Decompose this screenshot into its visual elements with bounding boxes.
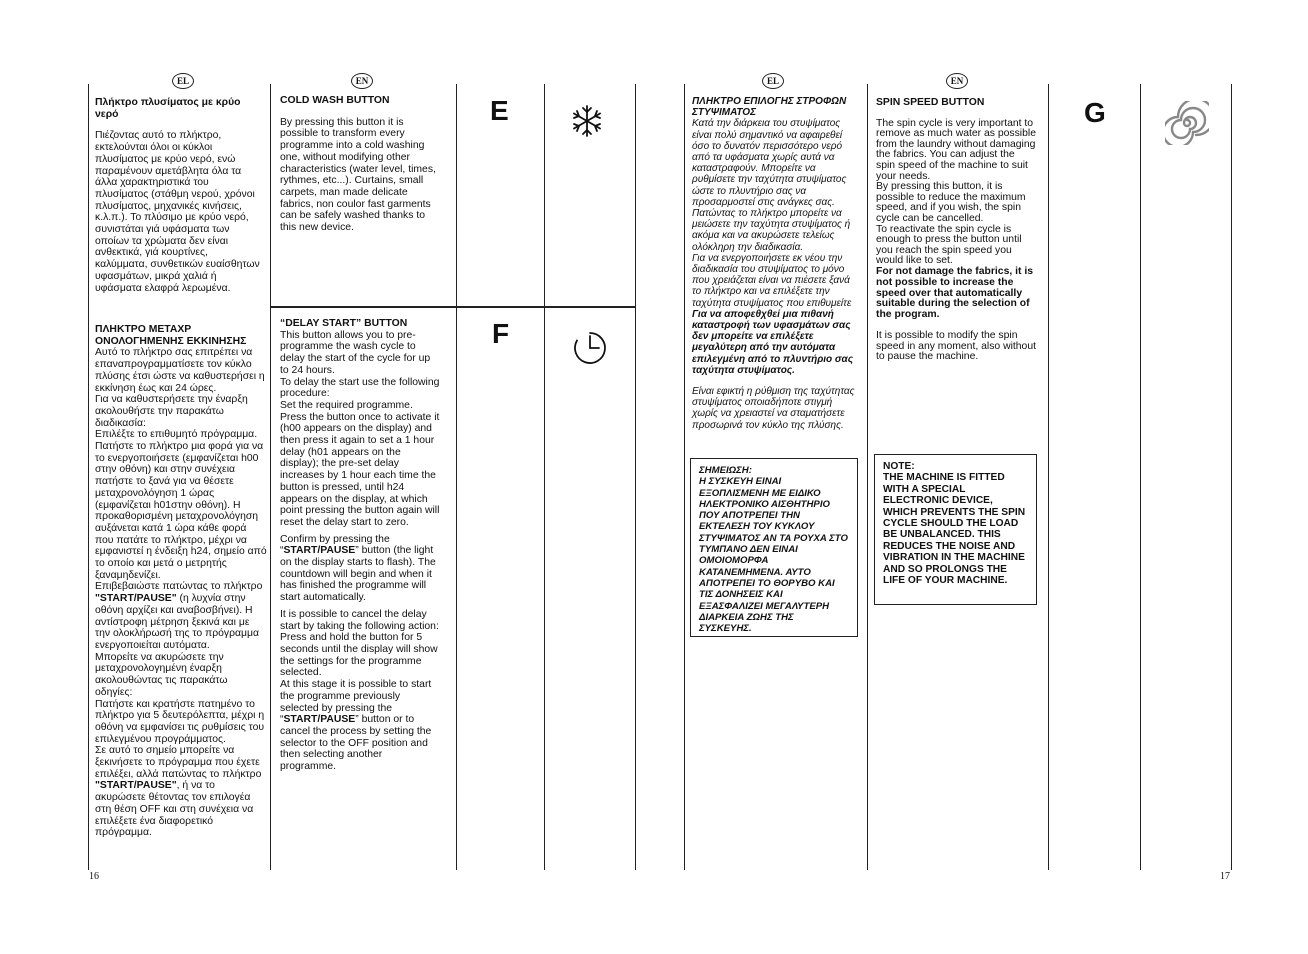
section-body: The spin cycle is very important to remove as much water as possible from the laundry without damaging the fabrics. You can adjust the spin speed of the machine to suit your needs. By pressing this button, it is possible to reduce the maximum speed, and if you wish, the spin cycle can be cancelled. To reactivate the spin cycle is enough to press the button until you reach the spin speed you would like to set.: [876, 117, 1036, 267]
note-text: ΣΗΜΕΙΩΣΗ: Η ΣΥΣΚΕΥΗ ΕΙΝΑΙ ΕΞΟΠΛΙΣΜΕΝΗ ΜΕ ΕΙΔΙΚΟ ΗΛΕΚΤΡΟΝΙΚΟ ΑΙΣΘΗΤΗΡΙΟ ΠΟΥ ΑΠΟΤΡΕΠΕΙ ΤΗΝ ΕΚΤΕΛΕΣΗ ΤΟΥ ΚΥΚΛΟΥ ΣΤΥΨΙΜΑΤΟΣ ΑΝ ΤΑ ΡΟΥΧΑ ΣΤΟ ΤΥΜΠΑΝΟ ΔΕΝ ΕΙΝΑΙ ΟΜΟΙΟΜΟΡΦΑ ΚΑΤΑΝΕΜΗΜΕΝΑ. ΑΥΤΟ ΑΠΟΤΡΕΠΕΙ ΤΟ ΘΟΡΥΒΟ ΚΑΙ ΤΙΣ ΔΟΝΗΣΕΙΣ ΚΑΙ ΕΞΑΣΦΑΛΙΖΕΙ ΜΕΓΑΛΥΤΕΡΗ ΔΙΑΡΚΕΙΑ ΖΩΗΣ ΤΗΣ ΣΥΣΚΕΥΗΣ.: [699, 465, 848, 635]
language-badge-el: EL: [762, 73, 784, 89]
note-text: NOTE: THE MACHINE IS FITTED WITH A SPECIAL ELECTRONIC DEVICE, WHICH PREVENTS THE SPIN CYCLE SHOULD THE LOAD BE UNBALANCED. THIS REDUCES THE NOISE AND VIBRATION IN THE MACHINE AND SO PROLONGS THE LIFE OF YOUR MACHINE.: [883, 461, 1026, 587]
section-title: COLD WASH BUTTON: [280, 95, 390, 106]
section-title: ΠΛΗΚΤΡΟ ΜΕΤΑΧΡ ΟΝΟΛΟΓΗΜΕΝΗΣ ΕΚΚΙΝΗΣΗΣ: [95, 324, 247, 347]
en-spin-speed-section: [876, 97, 1036, 363]
section-body: It is possible to cancel the delay start by taking the following action: Press and hold the button for 5 seconds until the display will show the settings for the programme selected. At this stage it is possible to start the programme previously selected by pressing the “START/PAUSE” button or to cancel the process by setting the selector to the OFF position and then selecting another programme.: [280, 608, 439, 773]
section-warning: Για να αποφεθχθεί μια πιθανή καταστροφή των υφασμάτων σας δεν μπορείτε να επιλέξετε μεγαλύτερη από την αυτόματα επιλεγμένη από το πλυντήριο σας ταχύτητα στυψίματος.: [692, 308, 854, 376]
en-delay-start-section: [280, 318, 440, 773]
language-badge-el: EL: [172, 73, 194, 89]
el-delay-start-section: [95, 324, 267, 839]
column-divider: [544, 84, 545, 870]
section-letter-g: G: [1084, 97, 1106, 128]
section-letter-e: E: [490, 95, 509, 126]
column-divider: [88, 84, 89, 870]
column-divider: [867, 84, 868, 870]
column-divider: [1231, 84, 1232, 870]
section-letter-f: F: [492, 318, 510, 349]
section-title: SPIN SPEED BUTTON: [876, 97, 985, 108]
column-divider: [1140, 84, 1141, 870]
section-body: It is possible to modify the spin speed in any moment, also without to pause the machine.: [876, 330, 1036, 363]
column-divider: [270, 84, 271, 870]
column-divider: [684, 84, 685, 870]
column-divider: [1048, 84, 1049, 870]
language-badge-en: EN: [946, 73, 968, 89]
column-divider: [635, 84, 636, 870]
section-body: Πιέζοντας αυτό το πλήκτρο, εκτελούνται όλοι οι κύκλοι πλυσίματος με κρύο νερό, ενώ παραμένουν αμετάβλητα όλα τα άλλα χαρακτηριστικά του πλυσίματος (στάθμη νερού, χρόνοι πλυσίματος, μηχανικές κινήσεις, κ.λ.π.). Το πλύσιμο με κρύο νερό, συνιστάται γιά υφάσματα των οποίων τα χρώματα δεν είναι ανθεκτικά, γιά κουρτίνες, καλύμματα, συνθετικών ευαίσθητων υφασμάτων, μικρά χαλιά ή υφάσματα ελαφρά λερωμένα.: [95, 130, 260, 294]
el-note-box: [690, 458, 858, 637]
clock-icon: [572, 330, 608, 371]
section-body: Κατά την διάρκεια του στυψίματος είναι πολύ σημαντικό να αφαιρεθεί όσο το δυνατόν περισσότερο νερό από τα υφάσματα χωρίς αυτά να καταστραφούν. Μπορείτε να ρυθμίσετε την ταχύτητα στυψίματος ώστε το πλυντήριο σας να προσαρμοστεί στις ανάγκες σας. Πατώντας το πλήκτρο μπορείτε να μειώσετε την ταχύτητα στυψίματος ή ακόμα και να ακυρώσετε τελείως ολόκληρη την διαδικασία. Για να ενεργοποιήσετε εκ νέου την διαδικασία του στυψίματος το μόνο που χρειάζεται είναι να πιέσετε ξανά το πλήκτρο και να επιλέξετε την ταχύτητα στυψίματος που επιθυμείτε: [692, 118, 852, 309]
en-note-box: [874, 454, 1037, 605]
section-body: Είναι εφικτή η ρύθμιση της ταχύτητας στυψίματος οποιαδήποτε στιγμή χωρίς να χρειαστεί να σταματήσετε προσωρινά τον κύκλο της πλύσης.: [692, 386, 855, 431]
row-divider: [270, 306, 636, 308]
section-body: By pressing this button it is possible to transform every programme into a cold washing one, without modifying other characteristics (water level, times, rythmes, etc...). Curtains, small carpets, man made delicate fabrics, non coulor fast garments can be safely washed thanks to this new device.: [280, 116, 436, 234]
section-body: Αυτό το πλήκτρο σας επιτρέπει να επαναπρογραμματίσετε τον κύκλο πλύσης έτσι ώστε να καθυστερήσει η εκκίνηση έως και 24 ώρες. Για να καθυστερήσετε την έναρξη ακολουθήστε την παρακάτω διαδικασία: Επιλέξτε το επιθυμητό πρόγραμμα. Πατήστε το πλήκτρο μια φορά για να το ενεργοποιήσετε (εμφανίζεται h00 στην οθόνη) και στην συνέχεια πατήστε το ξανά για να θέσετε μεταχρονολόγηση 1 ώρας (εμφανίζεται h01στην οθόνη). Η προκαθορισμένη μεταχρονολόγηση αυξάνεται κατά 1 ώρα κάθε φορά που πατάτε το πλήκτρο, μέχρι να εμφανιστεί η ένδειξη h24, σημείο από το οποίο και μετά ο μετρητής ξαναμηδενίζει. Επιβεβαιώστε πατώντας το πλήκτρο "START/PAUSE" (η λυχνία στην οθόνη αρχίζει και αναβοσβήνει). Η αντίστροφη μέτρηση ξεκινά και με την ολοκλήρωσή της το πρόγραμμα ενεργοποιείται αυτόματα. Μπορείτε να ακυρώσετε την μεταχρονολογημένη έναρξη ακολουθώντας τις παρακάτω οδηγίες: Πατήστε και κρατήστε πατημένο το πλήκτρο για 5 δευτερόλεπτα, μέχρι η οθόνη να εμφανίσει τις ρυθμίσεις του επιλεγμένου προγράμματος. Σε αυτό το σημείο μπορείτε να ξεκινήσετε το πρόγραμμα που έχετε επιλέξει, αλλά πατώντας το πλήκτρο "START/PAUSE", ή να το ακυρώσετε θέτοντας τον επιλογέα στη θέση OFF και στη συνέχεια να επιλέξετε ένα διαφορετικό πρόγραμμα.: [95, 347, 267, 839]
spiral-spin-icon: [1165, 101, 1209, 150]
page-number: 17: [1220, 871, 1230, 882]
section-title: ΠΛΗΚΤΡΟ ΕΠΙΛΟΓΗΣ ΣΤΡΟΦΩΝ ΣΤΥΨΙΜΑΤΟΣ: [692, 96, 847, 119]
language-badge-en: EN: [351, 73, 373, 89]
section-body: Confirm by pressing the “START/PAUSE” button (the light on the display starts to flash). The countdown will begin and when it has finished the programme will start automatically.: [280, 533, 436, 604]
column-divider: [456, 84, 457, 870]
section-title: Πλήκτρο πλυσίματος με κρύο νερό: [95, 97, 241, 120]
snowflake-icon: [570, 104, 604, 143]
en-cold-wash-section: [280, 95, 440, 234]
section-title: “DELAY START” BUTTON: [280, 318, 408, 329]
page-number: 16: [89, 871, 99, 882]
section-warning: For not damage the fabrics, it is not possible to increase the speed over that automatically suitable during the selection of the program.: [876, 266, 1034, 321]
el-spin-speed-section: [692, 96, 860, 431]
section-body: This button allows you to pre-programme the wash cycle to delay the start of the cycle for up to 24 hours. To delay the start use the following procedure: Set the required programme. Press the button once to activate it (h00 appears on the display) and then press it again to set a 1 hour delay (h01 appears on the display); the pre-set delay increases by 1 hour each time the button is pressed, until h24 appears on the display, at which point pressing the button again will reset the delay start to zero.: [280, 329, 440, 528]
el-cold-wash-section: [95, 97, 263, 294]
